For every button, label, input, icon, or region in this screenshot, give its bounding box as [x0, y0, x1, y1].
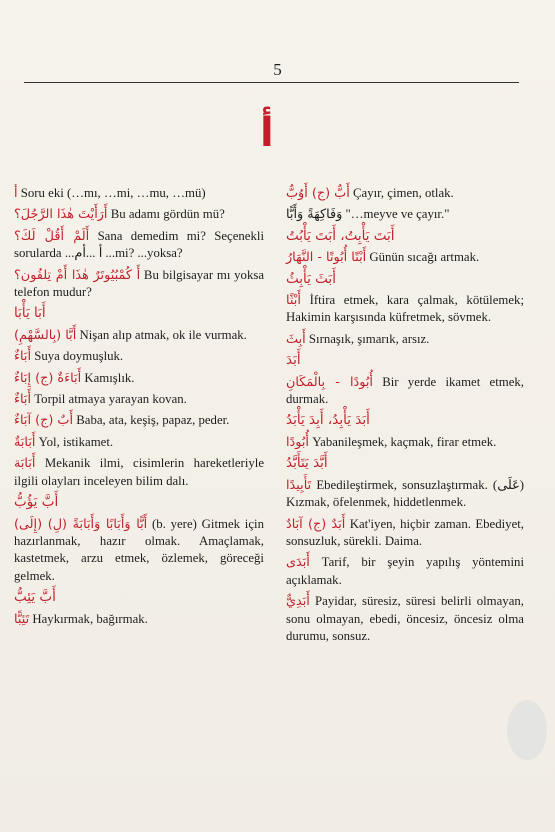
dictionary-entry [14, 494, 264, 511]
dictionary-entry [286, 249, 524, 266]
entry-definition: Kamışlık. [84, 370, 135, 385]
dictionary-entry [14, 267, 264, 302]
header-rule [24, 82, 519, 83]
entry-definition: Mekanik ilmi, cisimlerin hareketleriyle ilgili olayları inceleyen bilim dalı. [14, 456, 265, 488]
entry-headword: أَبَابَةٌ [14, 434, 36, 450]
entry-definition: Yol, istikamet. [38, 434, 114, 449]
entry-headword: أَبَابَة [14, 456, 36, 472]
entry-definition: Çayır, çimen, otlak. [352, 186, 454, 200]
entry-headword: أَلَمْ أَقُلْ لَكَ؟ [14, 228, 90, 244]
dictionary-entry [14, 516, 264, 586]
dictionary-entry [14, 228, 264, 263]
entry-headword: أُبُودًا [286, 434, 309, 450]
entry-definition: Sırnaşık, şımarık, arsız. [308, 331, 430, 346]
entry-headword: أَبٌ (ج) آبَاءٌ [14, 413, 74, 429]
watermark-blob [507, 700, 547, 760]
dictionary-entry [286, 271, 524, 288]
entry-headword: أَبَّدَ يَتَأَبَّدُ [286, 455, 328, 472]
dictionary-entry [286, 331, 524, 348]
entry-definition: Bu bilgisayar mı yoksa telefon mudur? [14, 267, 264, 300]
entry-headword: أَبْتًا أُبُوتًا - النَّهَارُ [286, 250, 367, 266]
dictionary-entry [286, 206, 524, 223]
entry-headword: أَبَاءَةٌ (ج) إِبَاءٌ [14, 370, 82, 386]
entry-headword: أَ كُمْبُيُوتَرٌ هٰذَا أَمْ تِلفُون؟ [14, 267, 141, 283]
entry-headword: أَبَثَ يَأْبِثُ [286, 270, 336, 287]
dictionary-entry [14, 370, 264, 387]
dictionary-entry [286, 554, 524, 589]
dictionary-entry [286, 516, 524, 551]
dictionary-entry [14, 305, 264, 322]
entry-headword: أَبَدَى [286, 555, 310, 571]
entry-headword: أَبَدَ [286, 352, 301, 369]
dictionary-entry [286, 434, 524, 451]
entry-headword: أَبَاءٌ [14, 349, 32, 365]
entry-definition: Soru eki (…mı, …mi, …mu, …mü) [20, 186, 206, 200]
entry-definition: Günün sıcağı artmak. [369, 250, 480, 265]
dictionary-entry [14, 589, 264, 606]
entry-headword: أُبُودًا - بِالْمَكَانِ [286, 374, 373, 390]
entry-headword: أَبَاءٌ [14, 392, 32, 408]
entry-definition: Haykırmak, bağırmak. [32, 611, 148, 626]
dictionary-entry [286, 352, 524, 369]
dictionary-entry [286, 593, 524, 645]
dictionary-entry [286, 292, 524, 327]
entry-definition: Torpil atmaya yarayan kovan. [34, 392, 187, 407]
dictionary-entry [286, 455, 524, 472]
dictionary-entry [14, 434, 264, 451]
entry-headword: تَئِبًّا [14, 611, 30, 627]
entry-definition: Sana demedim mi? Seçenekli sorularda ...أ ...أم ...mi? ...yoksa? [14, 228, 264, 261]
entry-headword: وَفَاكِهَةً وَأَبًّا [286, 207, 343, 223]
entry-definition: Tarif, bir şeyin yapılış yöntemini açıklamak. [286, 555, 525, 587]
dictionary-entry [286, 477, 524, 512]
dictionary-entry [14, 348, 264, 365]
entry-headword: أَبَّ يَئِبُّ [14, 589, 56, 606]
entry-definition: "…meyve ve çayır." [345, 207, 450, 222]
dictionary-entry [286, 185, 524, 202]
dictionary-entry [286, 228, 524, 245]
entry-headword: أَرَأَيْتَ هٰذَا الرَّجُلَ؟ [14, 207, 108, 223]
entry-definition: Payidar, süresiz, süresi belirli olmayan, sonu olmayan, ebedi, öncesiz, öncesiz olma durumu, sonsuz. [286, 594, 524, 643]
entry-definition: Bu adamı gördün mü? [110, 207, 225, 222]
dictionary-entry [14, 391, 264, 408]
entry-definition: Kat'iyen, hiçbir zaman. Ebediyet, sonsuzluk, sürekli. Daima. [286, 516, 524, 548]
right-column [286, 185, 524, 649]
entry-headword: أَبَا يَأْبَا [14, 305, 46, 322]
entry-headword: أَبٌّ (ج) أَوُبٌّ [286, 186, 350, 201]
dictionary-entry [14, 412, 264, 429]
entry-headword: أَبَدٌ (ج) آبَادٌ [286, 516, 346, 532]
entry-headword: أَبَّ يَؤُبُّ [14, 494, 59, 511]
dictionary-entry [286, 412, 524, 429]
dictionary-entry [14, 455, 264, 490]
dictionary-entry [14, 327, 264, 344]
entry-headword: أَبَّا (بِالسَّهْمِ) [14, 327, 77, 343]
entry-definition: Nişan alıp atmak, ok ile vurmak. [79, 327, 247, 342]
entry-headword: أَبَدِيٌّ [286, 594, 310, 610]
entry-headword: أَبَتَ يَأْبِتُ، أَبَتَ يَأْبُتُ [286, 227, 395, 244]
left-column [14, 185, 264, 632]
entry-headword: أَبًّا وَأَبَابًا وَأَبَابَةً (لِ) (إِلَى) [14, 516, 148, 532]
entry-definition: Baba, ata, keşiş, papaz, peder. [76, 413, 230, 428]
entry-headword: أَبَدَ يَأْبِدُ، أَبِدَ يَأْبَدُ [286, 412, 370, 429]
entry-definition: (b. yere) Gitmek için hazırlanmak, hazır olmak. Amaçlamak, kastetmek, arzu etmek, özlemek, göreceği gelmek. [14, 516, 264, 583]
dictionary-entry [14, 611, 264, 628]
entry-definition: Ebedileştirmek, sonsuzlaştırmak. (عَلَى) Kızmak, öfelenmek, hiddetlenmek. [286, 477, 525, 510]
entry-headword: أ [14, 186, 18, 201]
entry-definition: İftira etmek, kara çalmak, kötülemek; Hakimin karşısında küfretmek, sövmek. [286, 293, 525, 325]
page-number: 5 [273, 60, 282, 79]
entry-headword: أَبِثَ [286, 331, 306, 347]
entry-definition: Suya doymuşluk. [34, 349, 124, 364]
section-letter: أ [260, 110, 274, 156]
dictionary-entry [14, 206, 264, 223]
dictionary-entry [14, 185, 264, 202]
entry-definition: Yabanileşmek, kaçmak, firar etmek. [312, 434, 497, 449]
entry-definition: Bir yerde ikamet etmek, durmak. [286, 374, 524, 407]
entry-headword: تَأَبِيدًا [286, 477, 312, 493]
dictionary-entry [286, 374, 524, 409]
entry-headword: أَبْثًا [286, 293, 301, 309]
